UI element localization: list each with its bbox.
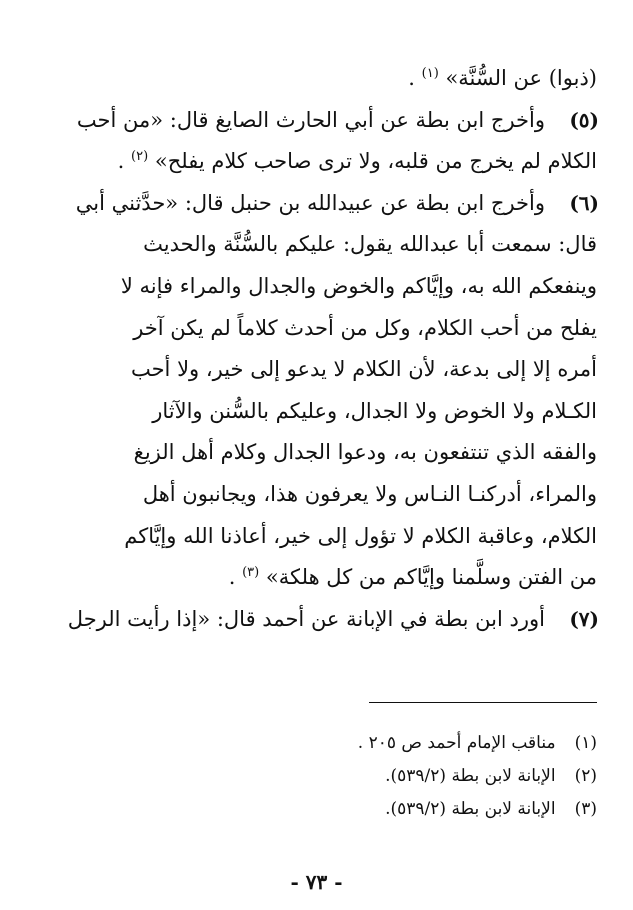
footnote-ref: (٣) [242, 565, 260, 581]
footnote-separator [369, 702, 597, 703]
footnote-item [39, 727, 597, 760]
paragraph-5 [39, 100, 597, 183]
footnote-number: (٣) [574, 799, 597, 819]
paragraph-line: والفقه الذي تنتفعون به، ودعوا الجدال وكلام أهل الزيغ [133, 440, 597, 465]
sentence-end: . [228, 565, 236, 590]
paragraph-line: قال: سمعت أبا عبدالله يقول: عليكم بالسُّنَّة والحديث [143, 232, 597, 257]
paragraph-number: (٦) [569, 190, 599, 215]
paragraph-line: أمره إلا إلى بدعة، لأن الكلام لا يدعو إلى خير، ولا أحب [130, 357, 597, 382]
opening-text: (ذبوا) عن السُّنَّة» [445, 66, 597, 90]
paragraph-line-text: من الفتن وسلَّمنا وإيَّاكم من كل هلكة» [265, 565, 597, 590]
paragraph-number: (٥) [569, 107, 599, 132]
footnote-text: الإبانة لابن بطة (٥٣٩/٢). [385, 799, 556, 819]
paragraph-7 [39, 599, 597, 641]
paragraph-line: والمراء، أدركنـا النـاس ولا يعرفون هذا، ويجانبون أهل [142, 481, 597, 506]
sentence-end: . [117, 149, 125, 174]
footnote-item [39, 760, 597, 793]
footnote-item [39, 793, 597, 826]
footnote-number: (١) [574, 733, 597, 753]
paragraph-number: (٧) [569, 606, 599, 631]
paragraph-line: وينفعكم الله به، وإيَّاكم والخوض والجدال والمراء فإنه لا [120, 273, 597, 298]
paragraph-line: وأخرج ابن بطة عن أبي الحارث الصايغ قال: «من أحب [76, 107, 545, 132]
footnotes [39, 727, 597, 826]
paragraph-line: يفلح من أحب الكلام، وكل من أحدث كلاماً لم يكن آخر [133, 315, 597, 340]
page-number: - ٧٣ - [290, 870, 343, 894]
paragraph-6 [39, 183, 597, 599]
footnote-text: الإبانة لابن بطة (٥٣٩/٢). [385, 766, 556, 786]
footnote-ref: (١) [421, 66, 439, 81]
opening-line [39, 58, 597, 100]
paragraph-line: الكلام، وعاقبة الكلام لا تؤول إلى خير، أعاذنا الله وإيَّاكم [124, 523, 597, 548]
paragraph-line [39, 557, 597, 599]
footnote-ref: (٢) [131, 149, 149, 165]
sentence-end: . [408, 66, 415, 90]
paragraph-line-text: الكلام لم يخرج من قلبه، ولا ترى صاحب كلام يفلح» [154, 149, 597, 174]
paragraph-line [39, 141, 597, 183]
main-text [39, 58, 597, 640]
footnote-text: مناقب الإمام أحمد ص ٢٠٥ . [357, 733, 556, 753]
paragraph-line: الكـلام ولا الخوض ولا الجدال، وعليكم بالسُّنن والآثار [152, 398, 597, 423]
paragraph-line: أورد ابن بطة في الإبانة عن أحمد قال: «إذا رأيت الرجل [67, 606, 545, 631]
footnote-number: (٢) [574, 766, 597, 786]
paragraph-line: وأخرج ابن بطة عن عبيدالله بن حنبل قال: «حدَّثني أبي [75, 190, 545, 215]
